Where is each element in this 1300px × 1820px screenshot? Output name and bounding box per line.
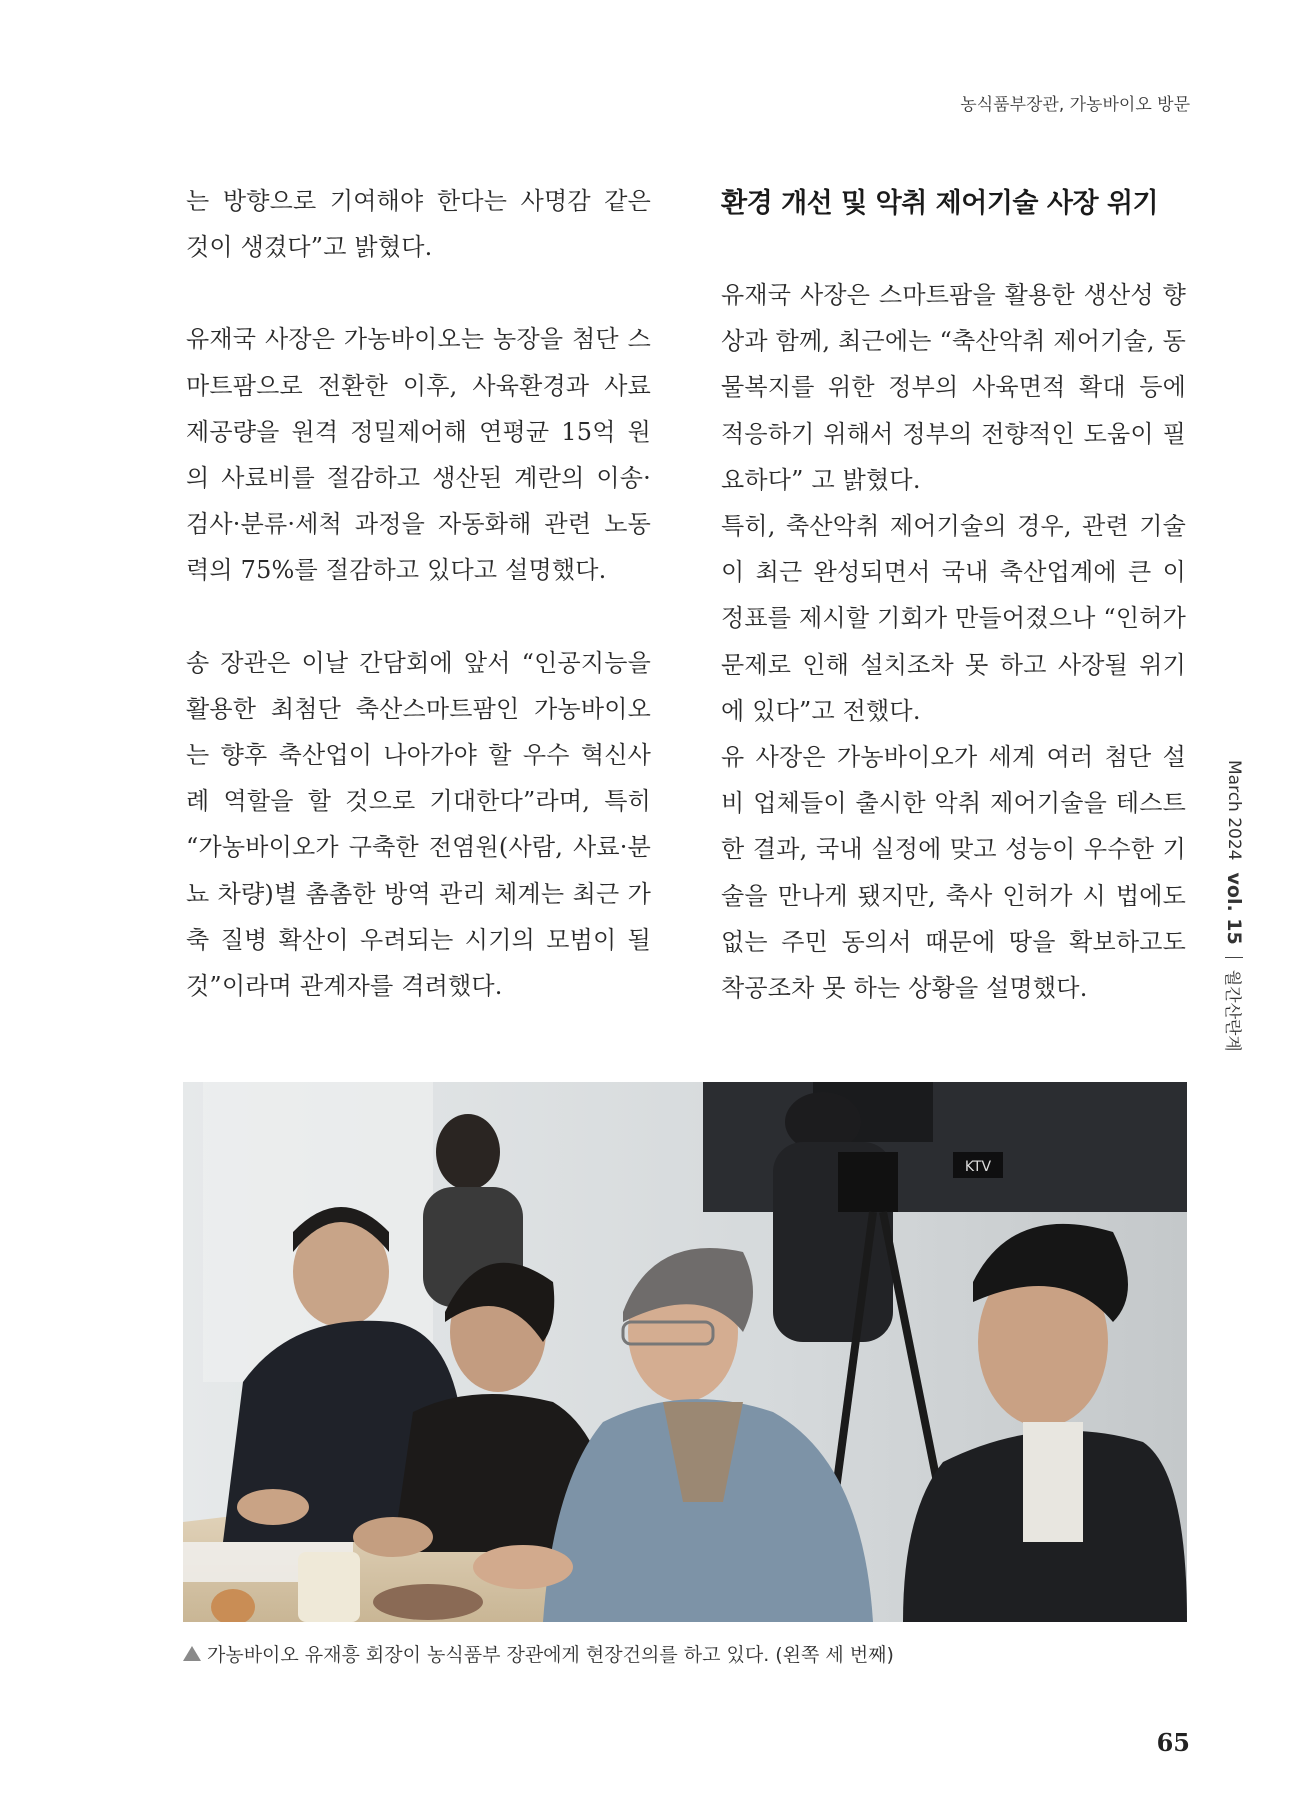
page-number: 65 — [1156, 1728, 1190, 1757]
caption-text: 가농바이오 유재흥 회장이 농식품부 장관에게 현장건의를 하고 있다. (왼쪽 세 번째) — [207, 1644, 894, 1666]
paragraph: 는 방향으로 기여해야 한다는 사명감 같은 것이 생겼다”고 밝혔다. — [186, 187, 651, 262]
magazine-name: 월간산란계 — [1222, 969, 1242, 1052]
camera-logo-text: KTV — [964, 1159, 992, 1175]
meeting-photo-illustration — [183, 1082, 1187, 1622]
paragraph: 송 장관은 이날 간담회에 앞서 “인공지능을 활용한 최첨단 축산스마트팜인 가농바이오는 향후 축산업이 나아가야 할 우수 혁신사례 역할을 할 것으로 기대한다”라며, 특히 “가농바이오가 구축한 전염원(사람, 사료·분뇨 차량)별 촘촘한 방역 관리 체계는 최근 가축 질병 확산이 우려되는 시기의 모범이 될 것”이라며 관계자를 격려했다. — [186, 648, 651, 1001]
paragraph: 유재국 사장은 스마트팜을 활용한 생산성 향상과 함께, 최근에는 “축산악취 제어기술, 동물복지를 위한 정부의 사육면적 확대 등에 적응하기 위해서 정부의 전향적인 도움이 필요하다” 고 밝혔다. — [721, 281, 1186, 494]
triangle-marker-icon — [183, 1646, 201, 1661]
section-heading: 환경 개선 및 악취 제어기술 사장 위기 — [721, 188, 1159, 219]
issue-date: March 2024 — [1224, 760, 1245, 861]
paragraph: 유 사장은 가농바이오가 세계 여러 첨단 설비 업체들이 출시한 악취 제어기술을 테스트한 결과, 국내 실정에 맞고 성능이 우수한 기술을 만나게 됐지만, 축사 인허가 시 법에도 없는 주민 동의서 때문에 땅을 확보하고도 착공조차 못 하는 상황을 설명했다. — [721, 743, 1186, 1003]
paragraph: 특히, 축산악취 제어기술의 경우, 관련 기술이 최근 완성되면서 국내 축산업계에 큰 이정표를 제시할 기회가 만들어졌으나 “인허가 문제로 인해 설치조차 못 하고 사장될 위기에 있다”고 전했다. — [721, 512, 1186, 725]
paragraph: 유재국 사장은 가농바이오는 농장을 첨단 스마트팜으로 전환한 이후, 사육환경과 사료 제공량을 원격 정밀제어해 연평균 15억 원의 사료비를 절감하고 생산된 계란의 이송·검사·분류·세척 과정을 자동화해 관련 노동력의 75%를 절감하고 있다고 설명했다. — [186, 325, 651, 585]
running-header: 농식품부장관, 가농바이오 방문 — [960, 95, 1190, 115]
meeting-photo — [183, 1082, 1187, 1622]
photo-caption — [183, 1640, 894, 1667]
volume-number: vol. 15 — [1223, 872, 1246, 945]
left-text-column — [186, 178, 651, 1009]
divider — [1226, 957, 1244, 958]
side-issue-label — [1222, 760, 1261, 1052]
right-text-column — [721, 178, 1186, 1011]
